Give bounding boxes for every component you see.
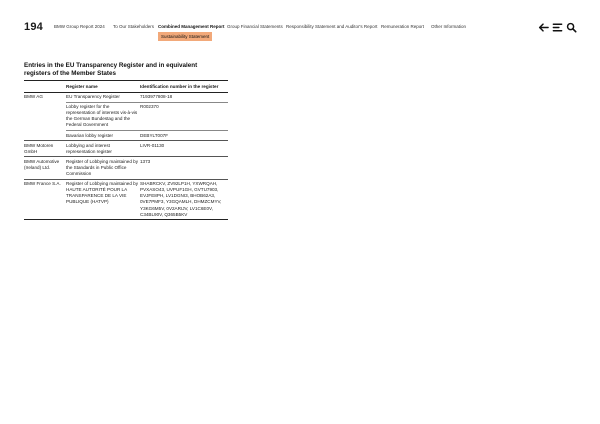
id-cell: DEBYLT007F [140,131,228,141]
table-row [24,102,228,130]
entity-cell: BMW Automotive (Ireland) Ltd. [24,157,66,179]
sub-nav-sustainability-statement[interactable]: Sustainability Statement [158,32,212,41]
nav-item-management-report[interactable]: Combined Management Report [158,24,225,29]
back-arrow-icon[interactable] [538,22,549,33]
register-cell: Register of Lobbying maintained by the Standards in Public Office Commission [66,157,140,179]
table-header-row [24,84,228,92]
entity-cell: BMW Motoren GmbH [24,141,66,157]
section-heading: Entries in the EU Transparency Register and in equivalent registers of the Member States [24,62,198,77]
entity-cell [24,102,66,130]
id-cell: LIVR-01130 [140,141,228,157]
header-icons [538,22,578,34]
register-cell: Lobbying and interest representation register [66,141,140,157]
nav-item-other-information[interactable]: Other Information [431,24,467,29]
column-header-register: Register name [66,84,140,92]
register-cell: Lobby register for the representation of interests vis-à-vis the German Bundestag and the Federal Government [66,102,140,130]
heading-divider [24,80,228,81]
register-cell: Register of Lobbying maintained by HAUTE AUTORITÉ POUR LA TRANSPARENCE DE LA VIE PUBLIQUE (HATVP) [66,179,140,220]
id-cell: R002370 [140,102,228,130]
column-header-id: Identification number in the register [140,84,228,92]
search-icon[interactable] [566,22,577,33]
table-row [24,131,228,141]
table-row [24,92,228,102]
menu-icon[interactable] [552,22,563,33]
entity-cell: BMW AG [24,94,43,100]
nav-item-remuneration-report[interactable]: Remuneration Report [381,24,425,29]
id-cell: SHABRCKV, ZV92LP1H, YXWRQAH, PVXASO43, UVPUF1GH, GVTU7903, EVJFE8PH, LV1DGNI3, BHOB62A3, 0VE7PMF3, Y3GQAMLH, DHMZCMYV, Y3KG6M5V, 0V2ARIJV, LV1C6E0V, C34BL90V, Q365B5KV [140,179,228,220]
nav-item-responsibility-statement[interactable]: Responsibility Statement and Auditor's Report [286,24,378,29]
entity-cell: BMW France S.A. [24,179,66,220]
id-cell: 1373 [140,157,228,179]
nav-item-financial-statements[interactable]: Group Financial Statements [227,24,283,29]
register-cell: EU Transparency Register [66,92,140,102]
table-row [24,157,228,179]
entity-cell [24,131,66,141]
table-row [24,179,228,220]
register-table [24,84,228,220]
page-number: 194 [24,21,43,33]
nav-item-report[interactable]: BMW Group Report 2024 [54,24,105,29]
register-cell: Bavarian lobby register [66,131,140,141]
id-cell: 7193977808-18 [140,92,228,102]
nav-item-stakeholders[interactable]: To Our Stakeholders [113,24,155,29]
column-header-entity [24,84,66,92]
table-row [24,141,228,157]
